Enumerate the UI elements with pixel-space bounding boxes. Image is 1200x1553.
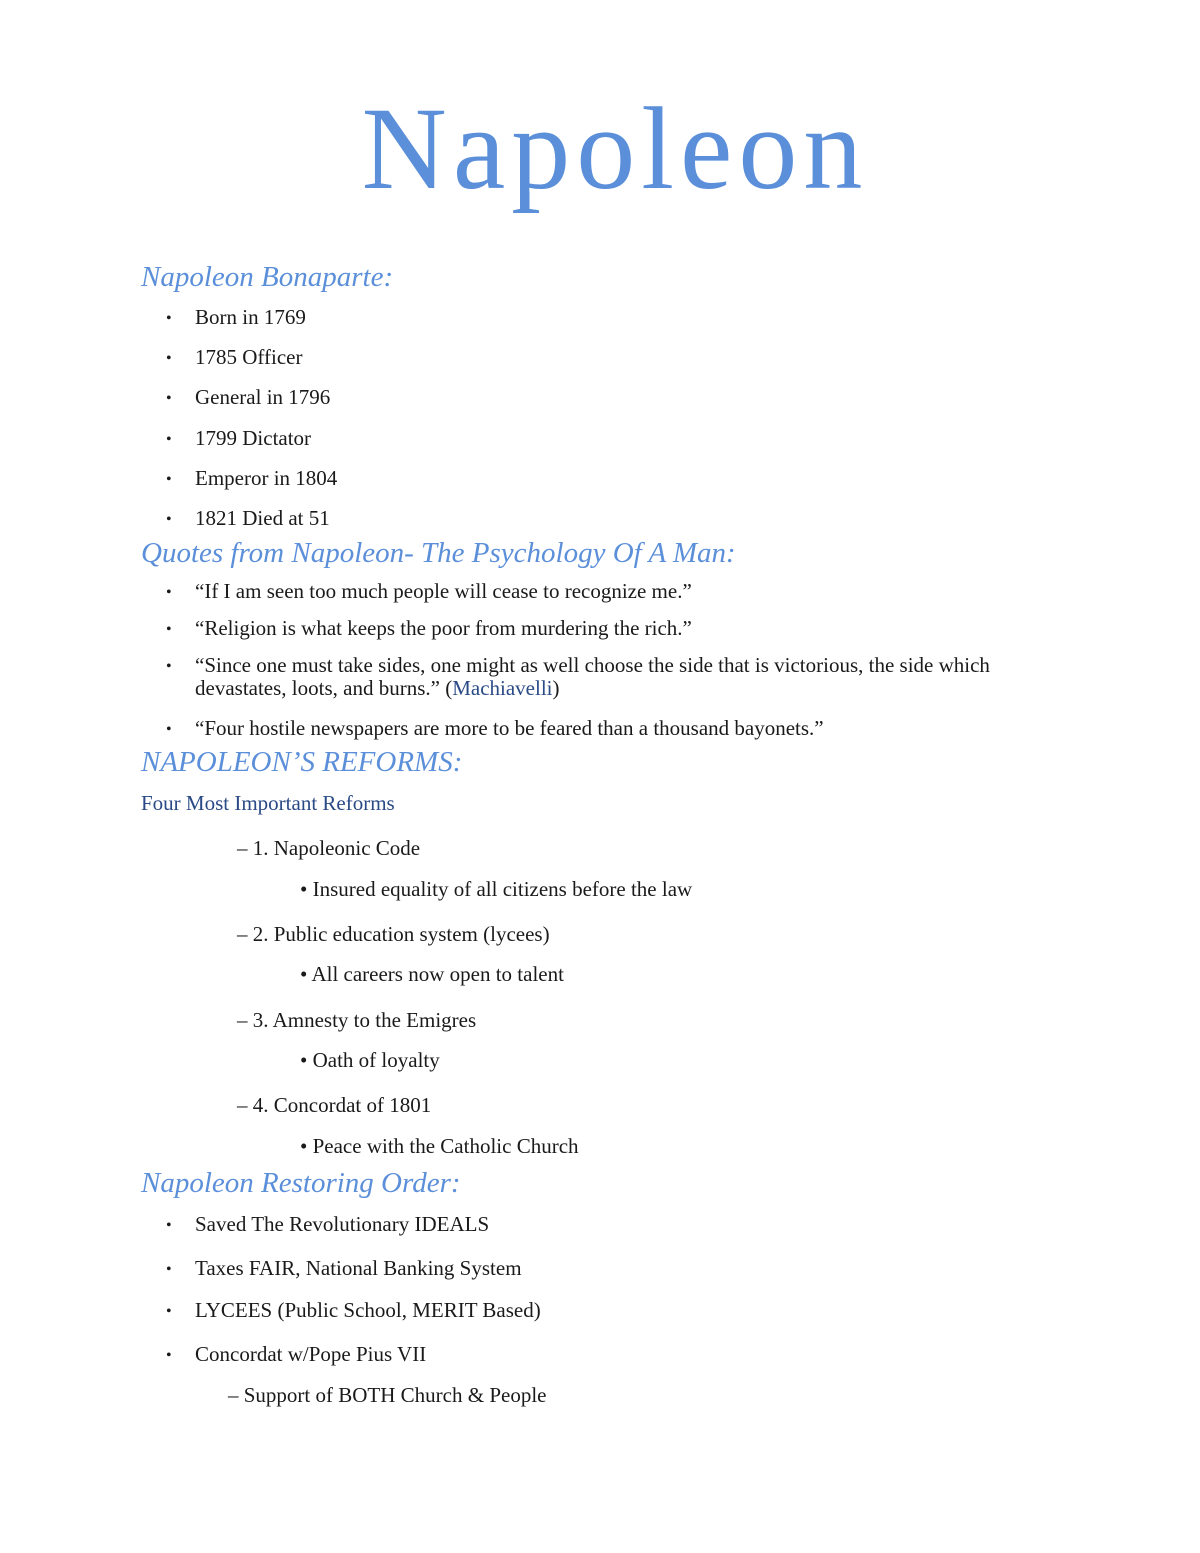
reform-item: – 4. Concordat of 1801	[237, 1093, 432, 1117]
bullet-icon: •	[166, 390, 172, 407]
bullet-icon: •	[166, 471, 172, 488]
quote-text: “Religion is what keeps the poor from murdering the rich.”	[195, 616, 692, 640]
bullet-icon: •	[166, 511, 172, 528]
bullet-icon: •	[166, 310, 172, 327]
bullet-icon: •	[166, 721, 172, 738]
bullet-icon: •	[166, 584, 172, 601]
machiavelli-link[interactable]: Machiavelli	[452, 676, 553, 700]
list-item-text: General in 1796	[195, 385, 331, 409]
list-item-text: Saved The Revolutionary IDEALS	[195, 1212, 490, 1236]
quote-text: “Four hostile newspapers are more to be feared than a thousand bayonets.”	[195, 716, 824, 740]
reform-item: – 3. Amnesty to the Emigres	[237, 1008, 477, 1032]
section-heading-bonaparte: Napoleon Bonaparte:	[141, 261, 394, 293]
reforms-subheading: Four Most Important Reforms	[141, 791, 395, 815]
bullet-icon: •	[166, 1217, 172, 1234]
list-item-text: 1785 Officer	[195, 345, 303, 369]
title-banner	[250, 83, 980, 214]
list-item-text: Taxes FAIR, National Banking System	[195, 1256, 522, 1280]
list-item-text: Born in 1769	[195, 305, 306, 329]
section-heading-reforms: NAPOLEON’S REFORMS:	[141, 746, 463, 778]
bullet-icon: •	[166, 658, 172, 675]
quote-text: “Since one must take sides, one might as well choose the side that is victorious, the side which	[195, 653, 990, 677]
quote-continuation	[195, 676, 560, 700]
quote-text: “If I am seen too much people will cease to recognize me.”	[195, 579, 692, 603]
reform-detail: • Peace with the Catholic Church	[300, 1134, 579, 1158]
bullet-icon: •	[166, 431, 172, 448]
reform-detail: • All careers now open to talent	[300, 962, 564, 986]
bullet-icon: •	[166, 1303, 172, 1320]
bullet-icon: •	[166, 350, 172, 367]
sub-list-item: – Support of BOTH Church & People	[228, 1383, 547, 1407]
bullet-icon: •	[166, 621, 172, 638]
reform-detail: • Oath of loyalty	[300, 1048, 440, 1072]
list-item-text: Concordat w/Pope Pius VII	[195, 1342, 427, 1366]
reform-detail: • Insured equality of all citizens before the law	[300, 877, 693, 901]
section-heading-restoring-order: Napoleon Restoring Order:	[141, 1167, 461, 1199]
list-item-text: 1799 Dictator	[195, 426, 312, 450]
section-heading-quotes: Quotes from Napoleon- The Psychology Of A Man:	[141, 537, 736, 569]
reform-item: – 2. Public education system (lycees)	[237, 922, 550, 946]
quote-text: )	[552, 676, 560, 700]
bullet-icon: •	[166, 1261, 172, 1278]
document-title: Napoleon	[361, 83, 869, 214]
bullet-icon: •	[166, 1347, 172, 1364]
reform-item: – 1. Napoleonic Code	[237, 836, 421, 860]
list-item-text: LYCEES (Public School, MERIT Based)	[195, 1298, 541, 1322]
list-item-text: Emperor in 1804	[195, 466, 338, 490]
list-item-text: 1821 Died at 51	[195, 506, 330, 530]
quote-text: devastates, loots, and burns.” (	[195, 676, 453, 700]
